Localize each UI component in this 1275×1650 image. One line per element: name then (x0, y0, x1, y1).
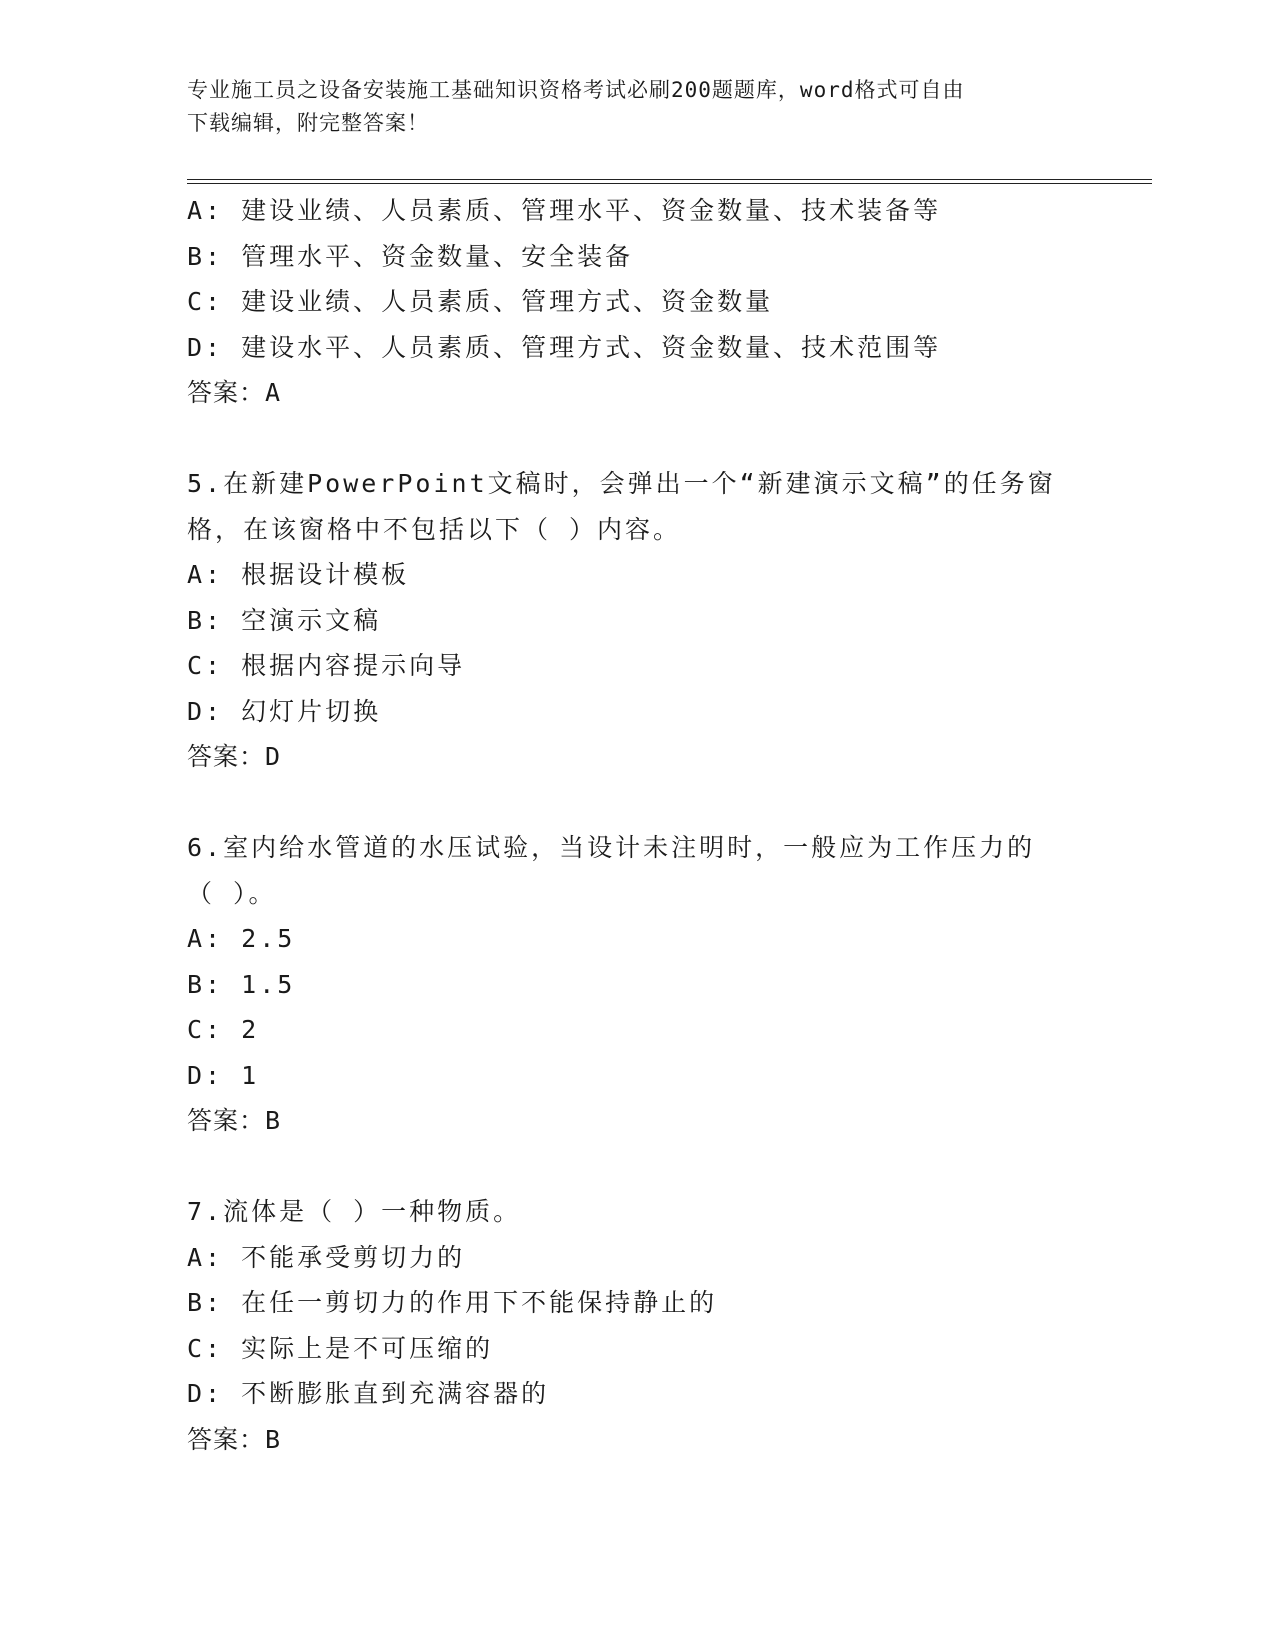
option-d: D: 1 (187, 1060, 260, 1090)
answer: 答案：A (187, 378, 282, 407)
spacer (187, 416, 1087, 462)
question-stem-continued: 格，在该窗格中不包括以下（ ）内容。 (187, 514, 682, 544)
option-a: A: 不能承受剪切力的 (187, 1242, 466, 1272)
option-a: A: 建设业绩、人员素质、管理水平、资金数量、技术装备等 (187, 196, 942, 225)
header-line-2: 下载编辑，附完整答案！ (187, 111, 429, 135)
option-c: C: 建设业绩、人员素质、管理方式、资金数量 (187, 287, 774, 316)
option-d: D: 建设水平、人员素质、管理方式、资金数量、技术范围等 (187, 332, 942, 362)
option-b: B: 管理水平、资金数量、安全装备 (187, 241, 634, 271)
question-stem: 7.流体是（ ）一种物质。 (187, 1197, 522, 1226)
question-stem: 5.在新建PowerPoint文稿时，会弹出一个“新建演示文稿”的任务窗 (187, 469, 1056, 498)
option-c: C: 2 (187, 1015, 260, 1044)
question-stem-continued: （ ）。 (187, 878, 277, 908)
document-header (187, 74, 1087, 140)
header-line-1: 专业施工员之设备安装施工基础知识资格考试必刷200题题库，word格式可自由 (187, 78, 965, 102)
answer: 答案：B (187, 1424, 282, 1454)
header-divider-top (187, 179, 1152, 180)
option-d: D: 幻灯片切换 (187, 696, 382, 726)
question-stem: 6.室内给水管道的水压试验，当设计未注明时，一般应为工作压力的 (187, 833, 1036, 862)
option-b: B: 在任一剪切力的作用下不能保持静止的 (187, 1288, 718, 1317)
option-a: A: 根据设计模板 (187, 560, 410, 589)
question-5 (187, 461, 1087, 780)
option-b: B: 1.5 (187, 969, 296, 999)
option-b: B: 空演示文稿 (187, 605, 382, 635)
option-c: C: 实际上是不可压缩的 (187, 1333, 494, 1363)
question-list (187, 188, 1087, 1462)
spacer (187, 1144, 1087, 1190)
header-divider-bottom (187, 183, 1152, 184)
answer: 答案：D (187, 742, 282, 771)
answer: 答案：B (187, 1106, 282, 1135)
option-a: A: 2.5 (187, 924, 296, 953)
option-c: C: 根据内容提示向导 (187, 651, 466, 680)
spacer (187, 780, 1087, 826)
option-d: D: 不断膨胀直到充满容器的 (187, 1379, 550, 1408)
question-7 (187, 1189, 1087, 1462)
question-4 (187, 188, 1087, 416)
question-6 (187, 825, 1087, 1144)
